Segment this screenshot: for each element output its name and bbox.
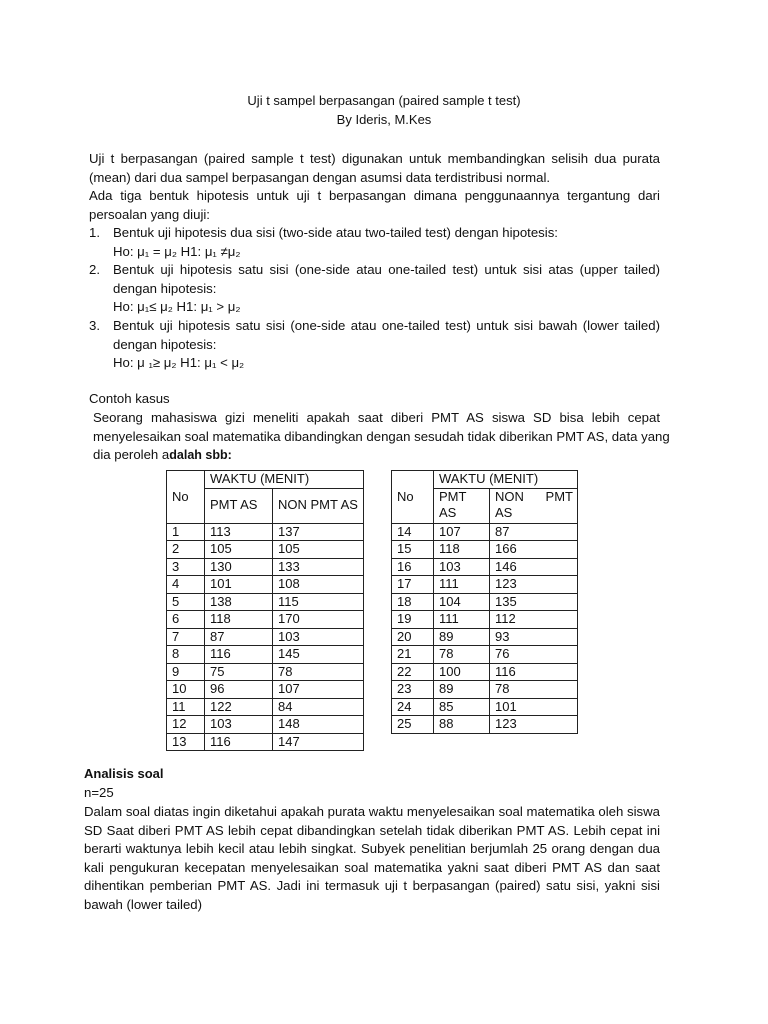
hypothesis-text: dengan hipotesis:: [113, 280, 217, 296]
cell-no: 11: [167, 698, 205, 716]
cell-no: 3: [167, 558, 205, 576]
header-no: No: [167, 471, 205, 524]
intro-line: Uji t berpasangan (paired sample t test) digunakan untuk membandingkan selisih dua purata: [89, 151, 660, 166]
case-line: Seorang mahasiswa gizi meneliti apakah saat diberi PMT AS siswa SD bisa lebih cepat: [93, 410, 660, 425]
cell-non-pmt-as: 105: [273, 541, 364, 559]
table-row: [167, 523, 364, 541]
cell-non-pmt-as: 76: [490, 646, 578, 664]
cell-non-pmt-as: 170: [273, 611, 364, 629]
header-no: No: [392, 471, 434, 524]
analysis-paragraph: [84, 803, 660, 915]
header-waktu: WAKTU (MENIT): [205, 471, 364, 489]
table-row: [392, 523, 578, 541]
intro-paragraph: [89, 150, 660, 224]
header-non-pmt-as: [490, 488, 578, 523]
table-row: [167, 593, 364, 611]
cell-no: 21: [392, 646, 434, 664]
hypothesis-list: [0, 224, 768, 374]
cell-non-pmt-as: 112: [490, 611, 578, 629]
analysis-line: bawah (lower tailed): [84, 896, 203, 912]
table-row: [392, 663, 578, 681]
cell-pmt-as: 105: [205, 541, 273, 559]
cell-no: 19: [392, 611, 434, 629]
cell-no: 8: [167, 646, 205, 664]
cell-pmt-as: 138: [205, 593, 273, 611]
analysis-line: SD Saat diberi PMT AS lebih cepat dibandingkan setelah tidak diberikan PMT AS. Lebih cepat ini: [84, 822, 660, 838]
table-row: [392, 698, 578, 716]
case-heading: Contoh kasus: [89, 391, 170, 406]
cell-no: 24: [392, 698, 434, 716]
header-waktu: WAKTU (MENIT): [434, 471, 578, 489]
cell-pmt-as: 87: [205, 628, 273, 646]
cell-pmt-as: 107: [434, 523, 490, 541]
cell-no: 22: [392, 663, 434, 681]
table-row: [392, 646, 578, 664]
hypothesis-text: Bentuk uji hipotesis satu sisi (one-side atau one-tailed test) untuk sisi bawah (lower tailed): [113, 318, 660, 333]
cell-non-pmt-as: 101: [490, 698, 578, 716]
list-number: 1.: [89, 225, 100, 240]
cell-pmt-as: 103: [434, 558, 490, 576]
analysis-n: n=25: [84, 785, 114, 800]
hypothesis-formula: Ho: μ₁≤ μ₂ H1: μ₁ > μ₂: [113, 299, 241, 315]
table-row: [167, 576, 364, 594]
analysis-heading: Analisis soal: [84, 766, 164, 781]
table-row: [392, 681, 578, 699]
header-non-pmt-line1: NON PMT: [495, 488, 573, 504]
cell-non-pmt-as: 108: [273, 576, 364, 594]
cell-no: 10: [167, 681, 205, 699]
cell-non-pmt-as: 123: [490, 576, 578, 594]
table-row: [167, 733, 364, 751]
table-row: [392, 628, 578, 646]
cell-no: 25: [392, 716, 434, 734]
cell-pmt-as: 100: [434, 663, 490, 681]
header-non-pmt-line2: AS: [495, 505, 513, 520]
table-body: [167, 523, 364, 751]
cell-non-pmt-as: 148: [273, 716, 364, 734]
hypothesis-text: Bentuk uji hipotesis dua sisi (two-side atau two-tailed test) dengan hipotesis:: [113, 225, 558, 240]
cell-no: 20: [392, 628, 434, 646]
cell-non-pmt-as: 78: [490, 681, 578, 699]
cell-non-pmt-as: 166: [490, 541, 578, 559]
cell-no: 17: [392, 576, 434, 594]
analysis-line: Dalam soal diatas ingin diketahui apakah purata waktu menyelesaikan soal matematika oleh siswa: [84, 804, 660, 819]
table-header-row: [392, 471, 578, 489]
table-row: [392, 558, 578, 576]
cell-no: 1: [167, 523, 205, 541]
case-line: menyelesaikan soal matematika dibandingkan dengan sesudah tidak diberikan PMT AS, data yang: [93, 428, 670, 444]
cell-pmt-as: 88: [434, 716, 490, 734]
cell-non-pmt-as: 147: [273, 733, 364, 751]
hypothesis-text: Bentuk uji hipotesis satu sisi (one-side atau one-tailed test) untuk sisi atas (upper tailed): [113, 262, 660, 278]
analysis-line: dihentikan pemberian PMT AS. Jadi ini termasuk uji t berpasangan (paired) satu sisi, yakni sisi: [84, 878, 660, 894]
table-row: [392, 716, 578, 734]
table-row: [167, 558, 364, 576]
analysis-line: kali pengukuran kecepatan menyelesaikan soal matematika yakni saat diberi PMT AS dan saat: [84, 859, 660, 875]
cell-pmt-as: 118: [434, 541, 490, 559]
case-text: dia peroleh a: [93, 447, 170, 463]
table-row: [167, 716, 364, 734]
cell-non-pmt-as: 87: [490, 523, 578, 541]
cell-non-pmt-as: 103: [273, 628, 364, 646]
cell-pmt-as: 101: [205, 576, 273, 594]
case-text-bold: dalah sbb:: [169, 448, 232, 463]
table-row: [167, 663, 364, 681]
cell-non-pmt-as: 135: [490, 593, 578, 611]
cell-non-pmt-as: 93: [490, 628, 578, 646]
cell-pmt-as: 111: [434, 576, 490, 594]
cell-pmt-as: 113: [205, 523, 273, 541]
cell-pmt-as: 75: [205, 663, 273, 681]
header-non-pmt-as: NON PMT AS: [273, 488, 364, 523]
table-row: [167, 541, 364, 559]
cell-non-pmt-as: 145: [273, 646, 364, 664]
cell-pmt-as: 89: [434, 628, 490, 646]
cell-no: 15: [392, 541, 434, 559]
table-row: [392, 576, 578, 594]
cell-pmt-as: 122: [205, 698, 273, 716]
intro-line: Ada tiga bentuk hipotesis untuk uji t berpasangan dimana penggunaannya tergantung dari: [89, 188, 660, 204]
table-header-row: [167, 471, 364, 489]
cell-no: 2: [167, 541, 205, 559]
table-row: [167, 681, 364, 699]
cell-pmt-as: 118: [205, 611, 273, 629]
table-row: [167, 628, 364, 646]
table-row: [167, 698, 364, 716]
cell-pmt-as: 96: [205, 681, 273, 699]
analysis-line: berarti waktunya lebih kecil atau lebih singkat. Subyek penelitian berjumlah 25 orang dengan dua: [84, 841, 660, 857]
cell-pmt-as: 111: [434, 611, 490, 629]
cell-no: 9: [167, 663, 205, 681]
cell-no: 4: [167, 576, 205, 594]
header-pmt-as: [434, 488, 490, 523]
cell-non-pmt-as: 137: [273, 523, 364, 541]
list-number: 3.: [89, 318, 100, 333]
cell-pmt-as: 103: [205, 716, 273, 734]
cell-non-pmt-as: 116: [490, 663, 578, 681]
cell-no: 7: [167, 628, 205, 646]
hypothesis-text: dengan hipotesis:: [113, 336, 217, 352]
cell-non-pmt-as: 146: [490, 558, 578, 576]
table-body: [392, 523, 578, 733]
intro-line: (mean) dari dua sampel berpasangan dengan asumsi data terdistribusi normal.: [89, 169, 551, 185]
cell-pmt-as: 116: [205, 646, 273, 664]
table-row: [167, 611, 364, 629]
cell-non-pmt-as: 84: [273, 698, 364, 716]
cell-no: 5: [167, 593, 205, 611]
table-row: [167, 646, 364, 664]
table-row: [392, 593, 578, 611]
list-number: 2.: [89, 262, 100, 278]
doc-author: By Ideris, M.Kes: [336, 112, 432, 127]
cell-no: 23: [392, 681, 434, 699]
table-row: [392, 541, 578, 559]
hypothesis-formula: Ho: μ ₁≥ μ₂ H1: μ₁ < μ₂: [113, 355, 245, 371]
cell-non-pmt-as: 115: [273, 593, 364, 611]
cell-non-pmt-as: 107: [273, 681, 364, 699]
data-table-right: [391, 470, 578, 734]
cell-pmt-as: 89: [434, 681, 490, 699]
doc-title: Uji t sampel berpasangan (paired sample t test): [247, 93, 521, 108]
cell-pmt-as: 104: [434, 593, 490, 611]
cell-no: 6: [167, 611, 205, 629]
cell-pmt-as: 78: [434, 646, 490, 664]
cell-no: 14: [392, 523, 434, 541]
case-line: [93, 446, 660, 465]
table-row: [392, 611, 578, 629]
cell-non-pmt-as: 133: [273, 558, 364, 576]
cell-non-pmt-as: 78: [273, 663, 364, 681]
cell-non-pmt-as: 123: [490, 716, 578, 734]
hypothesis-formula: Ho: μ₁ = μ₂ H1: μ₁ ≠μ₂: [113, 243, 241, 259]
cell-pmt-as: 130: [205, 558, 273, 576]
cell-no: 13: [167, 733, 205, 751]
case-paragraph: [93, 409, 670, 465]
cell-pmt-as: 85: [434, 698, 490, 716]
intro-line: persoalan yang diuji:: [89, 206, 210, 222]
cell-no: 12: [167, 716, 205, 734]
cell-pmt-as: 116: [205, 733, 273, 751]
header-pmt-line2: AS: [439, 505, 457, 520]
cell-no: 18: [392, 593, 434, 611]
header-pmt-as: PMT AS: [205, 488, 273, 523]
header-pmt-line1: PMT: [439, 488, 467, 504]
data-table-left: [166, 470, 364, 751]
cell-no: 16: [392, 558, 434, 576]
